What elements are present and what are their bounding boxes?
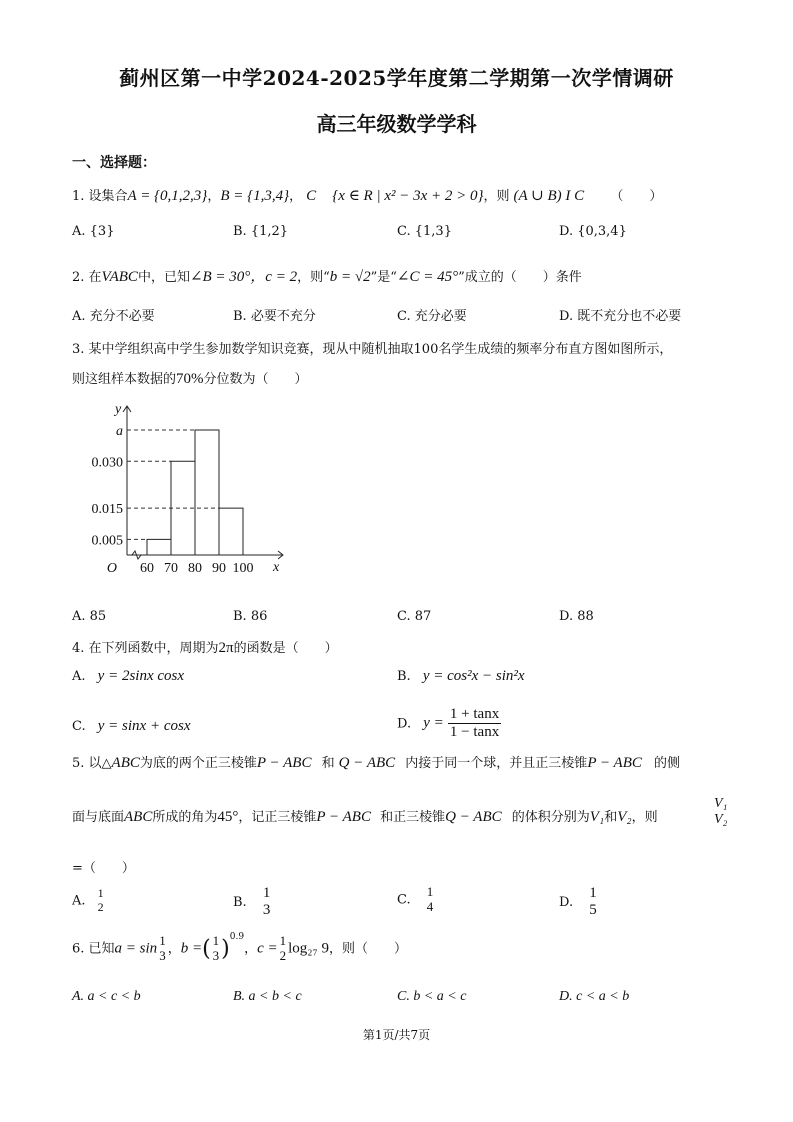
q3-text: 分位数为（ ） (203, 372, 308, 387)
q1-sep: ， (207, 189, 221, 204)
q5-option-d-label: D. (559, 894, 574, 910)
x-tick-label: 70 (164, 561, 178, 576)
question-6-stem (72, 934, 407, 964)
origin-label: O (106, 561, 117, 576)
q3-text: 则这组样本数据的 (72, 372, 177, 387)
x-tick-label: 60 (140, 561, 154, 576)
q4-option-d-denominator: 1 − tanx (449, 724, 500, 741)
q6-math-c: c = (257, 940, 278, 957)
fraction-numerator: 1 (159, 933, 166, 948)
q2-condition-c: ∠C = 45° (396, 269, 459, 285)
q4-option-d-lhs: y = (423, 715, 444, 732)
q3-option-d: D. 88 (559, 609, 594, 624)
q5-text: 面与底面 (72, 810, 125, 825)
q5-ratio-numerator: V₁ (714, 796, 728, 811)
q5-math: 45° (217, 809, 239, 825)
q2-text: 2. 在 (72, 270, 102, 285)
q6-option-b: B. a < b < c (233, 989, 302, 1004)
q4-option-d (397, 706, 501, 742)
q4-option-c-expr: y = sinx + cosx (97, 718, 191, 734)
fraction-numerator: 1 (589, 885, 597, 901)
q6-fraction-c (278, 934, 289, 964)
y-tick-label: a (116, 424, 123, 439)
q5-option-c-fraction (425, 885, 436, 915)
fraction-numerator: 1 (97, 886, 104, 900)
q1-mid: ，则 (483, 189, 510, 204)
q2-option-c: C. 充分必要 (397, 309, 467, 324)
q5-text: 和 (604, 810, 618, 825)
q6-option-a: A. a < c < b (72, 989, 141, 1004)
q5-text: 为底的两个正三棱锥 (139, 756, 257, 771)
question-5-line-1 (72, 752, 680, 772)
y-tick-label: 0.030 (91, 455, 123, 471)
q1-prefix: 1. 设集合 (72, 189, 128, 204)
q5-ratio-denominator: V₂ (714, 812, 728, 828)
q1-option-c: C. {1,3} (397, 224, 452, 239)
q5-math: V₂ (617, 809, 632, 825)
q6-text: ，则（ ） (329, 941, 408, 957)
q4-option-d-fraction (448, 706, 501, 742)
fraction-denominator: 3 (159, 947, 166, 963)
section-heading: 一、选择题： (72, 155, 156, 171)
histogram-bar-80-90 (195, 430, 219, 555)
q6-text: 6. 已知 (72, 941, 115, 957)
question-3-line-1: 3. 某中学组织高中学生参加数学知识竞赛，现从中随机抽取100名学生成绩的频率分布直方图如图所示， (72, 342, 673, 357)
q5-option-d-fraction (587, 885, 599, 920)
q4-option-b (397, 668, 525, 685)
q1-expr: (A ∪ B) I C (513, 188, 585, 204)
q1-sep: ， (289, 189, 303, 204)
question-5-line-3: =（ ） (72, 861, 135, 876)
q6-math-a: a = sin (114, 940, 158, 957)
q5-option-d (559, 885, 599, 920)
fraction-numerator: 1 (279, 933, 287, 948)
q5-text: ，则 (631, 810, 658, 825)
q5-option-c (397, 885, 435, 915)
q2-triangle: VABC (101, 269, 138, 285)
q5-math: P − ABC (316, 809, 371, 825)
fraction-denominator: 4 (426, 898, 434, 914)
q3-option-a: A. 85 (72, 609, 107, 624)
q4-option-a (72, 668, 184, 685)
q6-option-c: C. b < a < c (397, 989, 467, 1004)
q3-percent: 70% (176, 371, 204, 387)
q1-option-d: D. {0,3,4} (559, 224, 627, 239)
histogram-bar-90-100 (219, 508, 243, 555)
histogram-bar-60-70 (147, 539, 171, 555)
q5-option-a (72, 887, 106, 915)
q2-text: ，则“ (297, 270, 330, 285)
q4-option-b-label: B. (397, 669, 411, 684)
x-tick-label: 90 (212, 561, 226, 576)
question-2-stem (72, 265, 582, 286)
q1-option-b: B. {1,2} (233, 224, 289, 239)
q4-option-c-label: C. (72, 719, 86, 734)
q6-close-paren: ) (221, 936, 230, 962)
q5-text: 和正三棱锥 (380, 810, 446, 825)
q2-text: ”是“ (370, 270, 397, 285)
q4-option-b-expr: y = cos²x − sin²x (422, 668, 525, 684)
q6-text: ， (167, 941, 181, 957)
exam-title: 蓟州区第一中学2024-2025学年度第二学期第一次学情调研 (119, 66, 674, 90)
q6-open-paren: ( (202, 936, 211, 962)
q5-math: Q − ABC (445, 809, 502, 825)
q4-text: 的函数是（ ） (233, 641, 338, 656)
q5-option-b-fraction (261, 885, 273, 920)
q5-text: 的体积分别为 (511, 810, 590, 825)
q3-option-c: C. 87 (397, 609, 432, 624)
q6-option-d: D. c < a < b (559, 989, 630, 1004)
q2-option-b: B. 必要不充分 (233, 309, 316, 324)
q4-option-a-label: A. (72, 669, 86, 684)
q4-period: 2π (218, 640, 234, 656)
fraction-denominator: 2 (279, 947, 287, 963)
q3-option-b: B. 86 (233, 609, 268, 624)
q2-text: 中，已知 (137, 270, 190, 285)
q2-option-d: D. 既不充分也不必要 (559, 309, 682, 324)
q4-option-a-expr: y = 2sinx cosx (97, 668, 185, 684)
chart-bars (147, 430, 243, 555)
q5-text: 5. 以△ (72, 756, 112, 771)
q6-fraction-a (157, 934, 168, 964)
q2-condition: ∠B = 30°，c = 2 (189, 269, 298, 285)
q5-text: 的侧 (654, 756, 681, 771)
q4-option-c (72, 718, 190, 735)
q1-option-a: A. {3} (72, 224, 115, 239)
q4-option-d-numerator: 1 + tanx (449, 706, 500, 722)
q5-text: 所成的角为 (152, 810, 218, 825)
page-footer: 第1页/共7页 (362, 1028, 431, 1042)
q2-option-a: A. 充分不必要 (72, 309, 155, 324)
q4-option-d-label: D. (397, 716, 412, 732)
q5-math: Q − ABC (338, 755, 396, 771)
q5-math: V₁ (589, 809, 605, 825)
y-tick-label: 0.005 (91, 533, 123, 549)
x-axis-label: x (273, 560, 280, 575)
y-axis-label: y (115, 402, 122, 417)
q5-option-a-fraction (96, 887, 106, 915)
question-4-stem (72, 637, 338, 657)
q1-set-c-label: C (306, 188, 317, 204)
q5-text: 内接于同一个球，并且正三棱锥 (405, 756, 588, 771)
q5-option-b-label: B. (233, 894, 247, 910)
q5-option-a-label: A. (72, 893, 86, 909)
exam-subtitle: 高三年级数学学科 (316, 112, 477, 136)
fraction-numerator: 1 (426, 884, 434, 899)
q5-volume-ratio (712, 796, 729, 828)
q5-math: P − ABC (587, 755, 642, 771)
y-tick-label: 0.015 (91, 502, 123, 518)
frequency-histogram (70, 395, 290, 585)
q5-math: ABC (124, 809, 153, 825)
q2-condition-b: b = √2 (329, 269, 371, 285)
fraction-numerator: 1 (262, 885, 271, 901)
q5-option-c-label: C. (397, 892, 411, 908)
chart-labels (92, 402, 281, 576)
q5-math: ABC (111, 755, 140, 771)
q5-text: ，记正三棱锥 (238, 810, 317, 825)
question-3-line-2 (72, 368, 308, 388)
q1-set-a: A = {0,1,2,3} (127, 188, 208, 204)
fraction-denominator: 3 (262, 902, 271, 919)
q1-set-c: {x ∈ R | x² − 3x + 2 > 0} (332, 188, 484, 204)
q5-option-b (233, 885, 272, 920)
q5-text: 和 (321, 756, 335, 771)
x-tick-label: 100 (232, 561, 254, 576)
q5-math: P − ABC (256, 755, 312, 771)
q6-math-b: b = (180, 940, 203, 957)
fraction-numerator: 1 (212, 933, 220, 948)
q6-exponent: 0.9 (229, 932, 245, 943)
fraction-denominator: 2 (97, 899, 104, 914)
q1-set-b: B = {1,3,4} (220, 188, 290, 204)
q6-log: log₂₇ 9 (288, 940, 330, 957)
q2-text: ”成立的（ ）条件 (458, 270, 582, 285)
fraction-denominator: 3 (212, 947, 220, 963)
chart-axes (123, 406, 283, 559)
question-1-stem (72, 185, 662, 205)
question-5-line-2 (72, 806, 658, 826)
q6-text: ， (244, 941, 258, 957)
fraction-denominator: 5 (589, 902, 597, 919)
x-tick-label: 80 (188, 561, 202, 576)
q1-bracket: （ ） (610, 189, 663, 204)
q4-text: 4. 在下列函数中，周期为 (72, 641, 219, 656)
q6-fraction-b (211, 934, 222, 964)
